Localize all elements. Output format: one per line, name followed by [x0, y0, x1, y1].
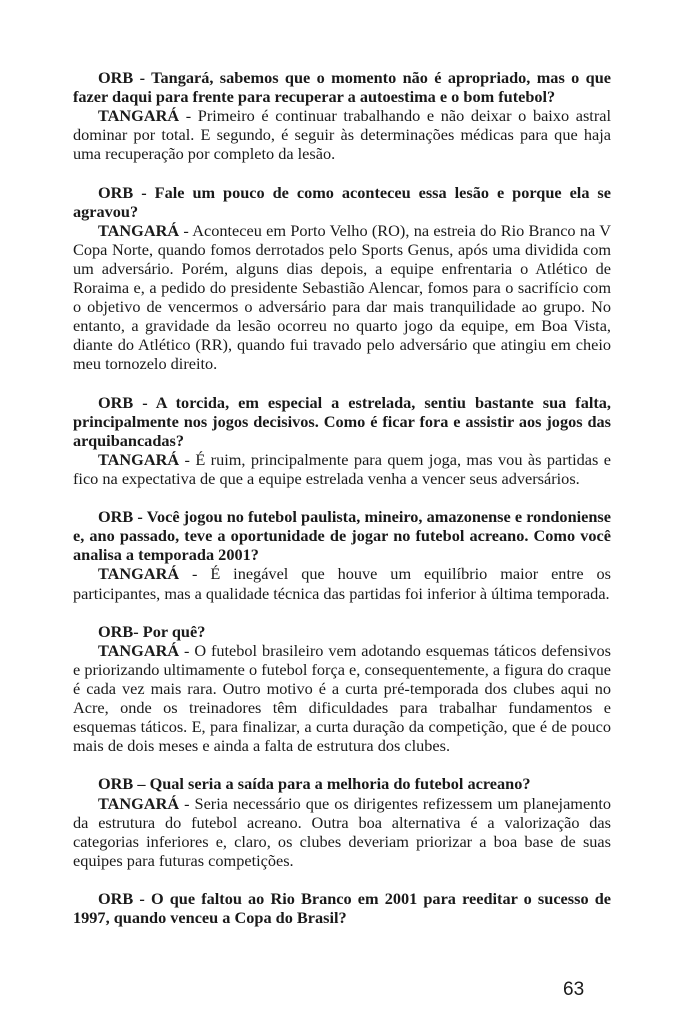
question: ORB - Fale um pouco de como aconteceu essa lesão e porque ela se agravou?: [73, 182, 611, 221]
question: ORB - O que faltou ao Rio Branco em 2001 para reeditar o sucesso de 1997, quando venceu a Copa do Brasil?: [73, 889, 611, 928]
answer: [73, 221, 611, 374]
page-number: 63: [563, 979, 585, 1000]
qa-block-5: [73, 622, 611, 756]
speaker-label: TANGARÁ: [98, 793, 180, 813]
answer-text: Seria necessário que os dirigentes refizessem um planejamento da estrutura do futebol acreano. Outra boa alternativa é a valorização das categorias inferiores e, claro, os clubes deveriam priorizar a boa base de suas equipes para futuras competições.: [73, 793, 611, 870]
question: ORB- Por quê?: [98, 621, 206, 641]
answer: [73, 641, 611, 756]
question: ORB - Você jogou no futebol paulista, mineiro, amazonense e rondoniense e, ano passado, teve a oportunidade de jogar no futebol acreano. Como você analisa a temporada 2001?: [73, 507, 611, 565]
qa-block-1: [73, 68, 611, 163]
speaker-label: TANGARÁ: [98, 564, 180, 584]
speaker-label: TANGARÁ: [98, 640, 180, 660]
answer-text: É inegável que houve um equilíbrio maior entre os participantes, mas a qualidade técnica das partidas foi inferior à última temporada.: [73, 564, 611, 603]
document-page: [73, 68, 611, 946]
answer-text: É ruim, principalmente para quem joga, mas vou às partidas e fico na expectativa de que a equipe estrelada venha a vencer seus adversários.: [73, 449, 611, 488]
speaker-label: TANGARÁ: [98, 449, 180, 469]
answer: [73, 106, 611, 163]
answer-text: O futebol brasileiro vem adotando esquemas táticos defensivos e priorizando ultimamente o futebol força e, consequentemente, a figura do craque é cada vez mais rara. Outro motivo é a curta pré-temporada dos clubes aqui no Acre, onde os treinadores têm dificuldades para trabalhar fundamentos e esquemas táticos. E, para finalizar, a curta duração da competição, que é de pouco mais de dois meses e ainda a falta de estrutura dos clubes.: [73, 640, 612, 756]
qa-block-6: [73, 774, 611, 869]
answer-text: Primeiro é continuar trabalhando e não deixar o baixo astral dominar por total. E segundo, é seguir às determinações médicas para que haja uma recuperação por completo da lesão.: [73, 106, 612, 164]
qa-block-3: [73, 393, 611, 488]
answer: [73, 794, 611, 870]
speaker-label: TANGARÁ: [98, 220, 180, 240]
separator: -: [179, 449, 196, 469]
separator: -: [179, 640, 195, 660]
separator: -: [179, 106, 198, 126]
separator: -: [179, 564, 211, 584]
separator: -: [179, 220, 193, 240]
question: ORB - Tangará, sabemos que o momento não é apropriado, mas o que fazer daqui para frente para recuperar a autoestima e o bom futebol?: [73, 68, 611, 107]
qa-block-7: [73, 889, 611, 927]
question: ORB – Qual seria a saída para a melhoria do futebol acreano?: [98, 774, 531, 794]
question: ORB - A torcida, em especial a estrelada, sentiu bastante sua falta, principalmente nos jogos decisivos. Como é ficar fora e assistir aos jogos das arquibancadas?: [73, 392, 611, 450]
answer: [73, 564, 611, 602]
answer: [73, 450, 611, 488]
qa-block-2: [73, 183, 611, 374]
qa-block-4: [73, 507, 611, 602]
speaker-label: TANGARÁ: [98, 106, 180, 126]
separator: -: [179, 793, 195, 813]
answer-text: Aconteceu em Porto Velho (RO), na estreia do Rio Branco na V Copa Norte, quando fomos derrotados pelo Sports Genus, após uma dividida com um adversário. Porém, alguns dias depois, a equipe enfrentaria o Atlético de Roraima e, a pedido do presidente Sebastião Alencar, fomos para o sacrifício com o objetivo de vencermos o adversário para dar mais tranquilidade ao grupo. No entanto, a gravidade da lesão ocorreu no quarto jogo da equipe, em Boa Vista, diante do Atlético (RR), quando fui travado pelo adversário que atingiu em cheio meu tornozelo direito.: [73, 220, 611, 374]
